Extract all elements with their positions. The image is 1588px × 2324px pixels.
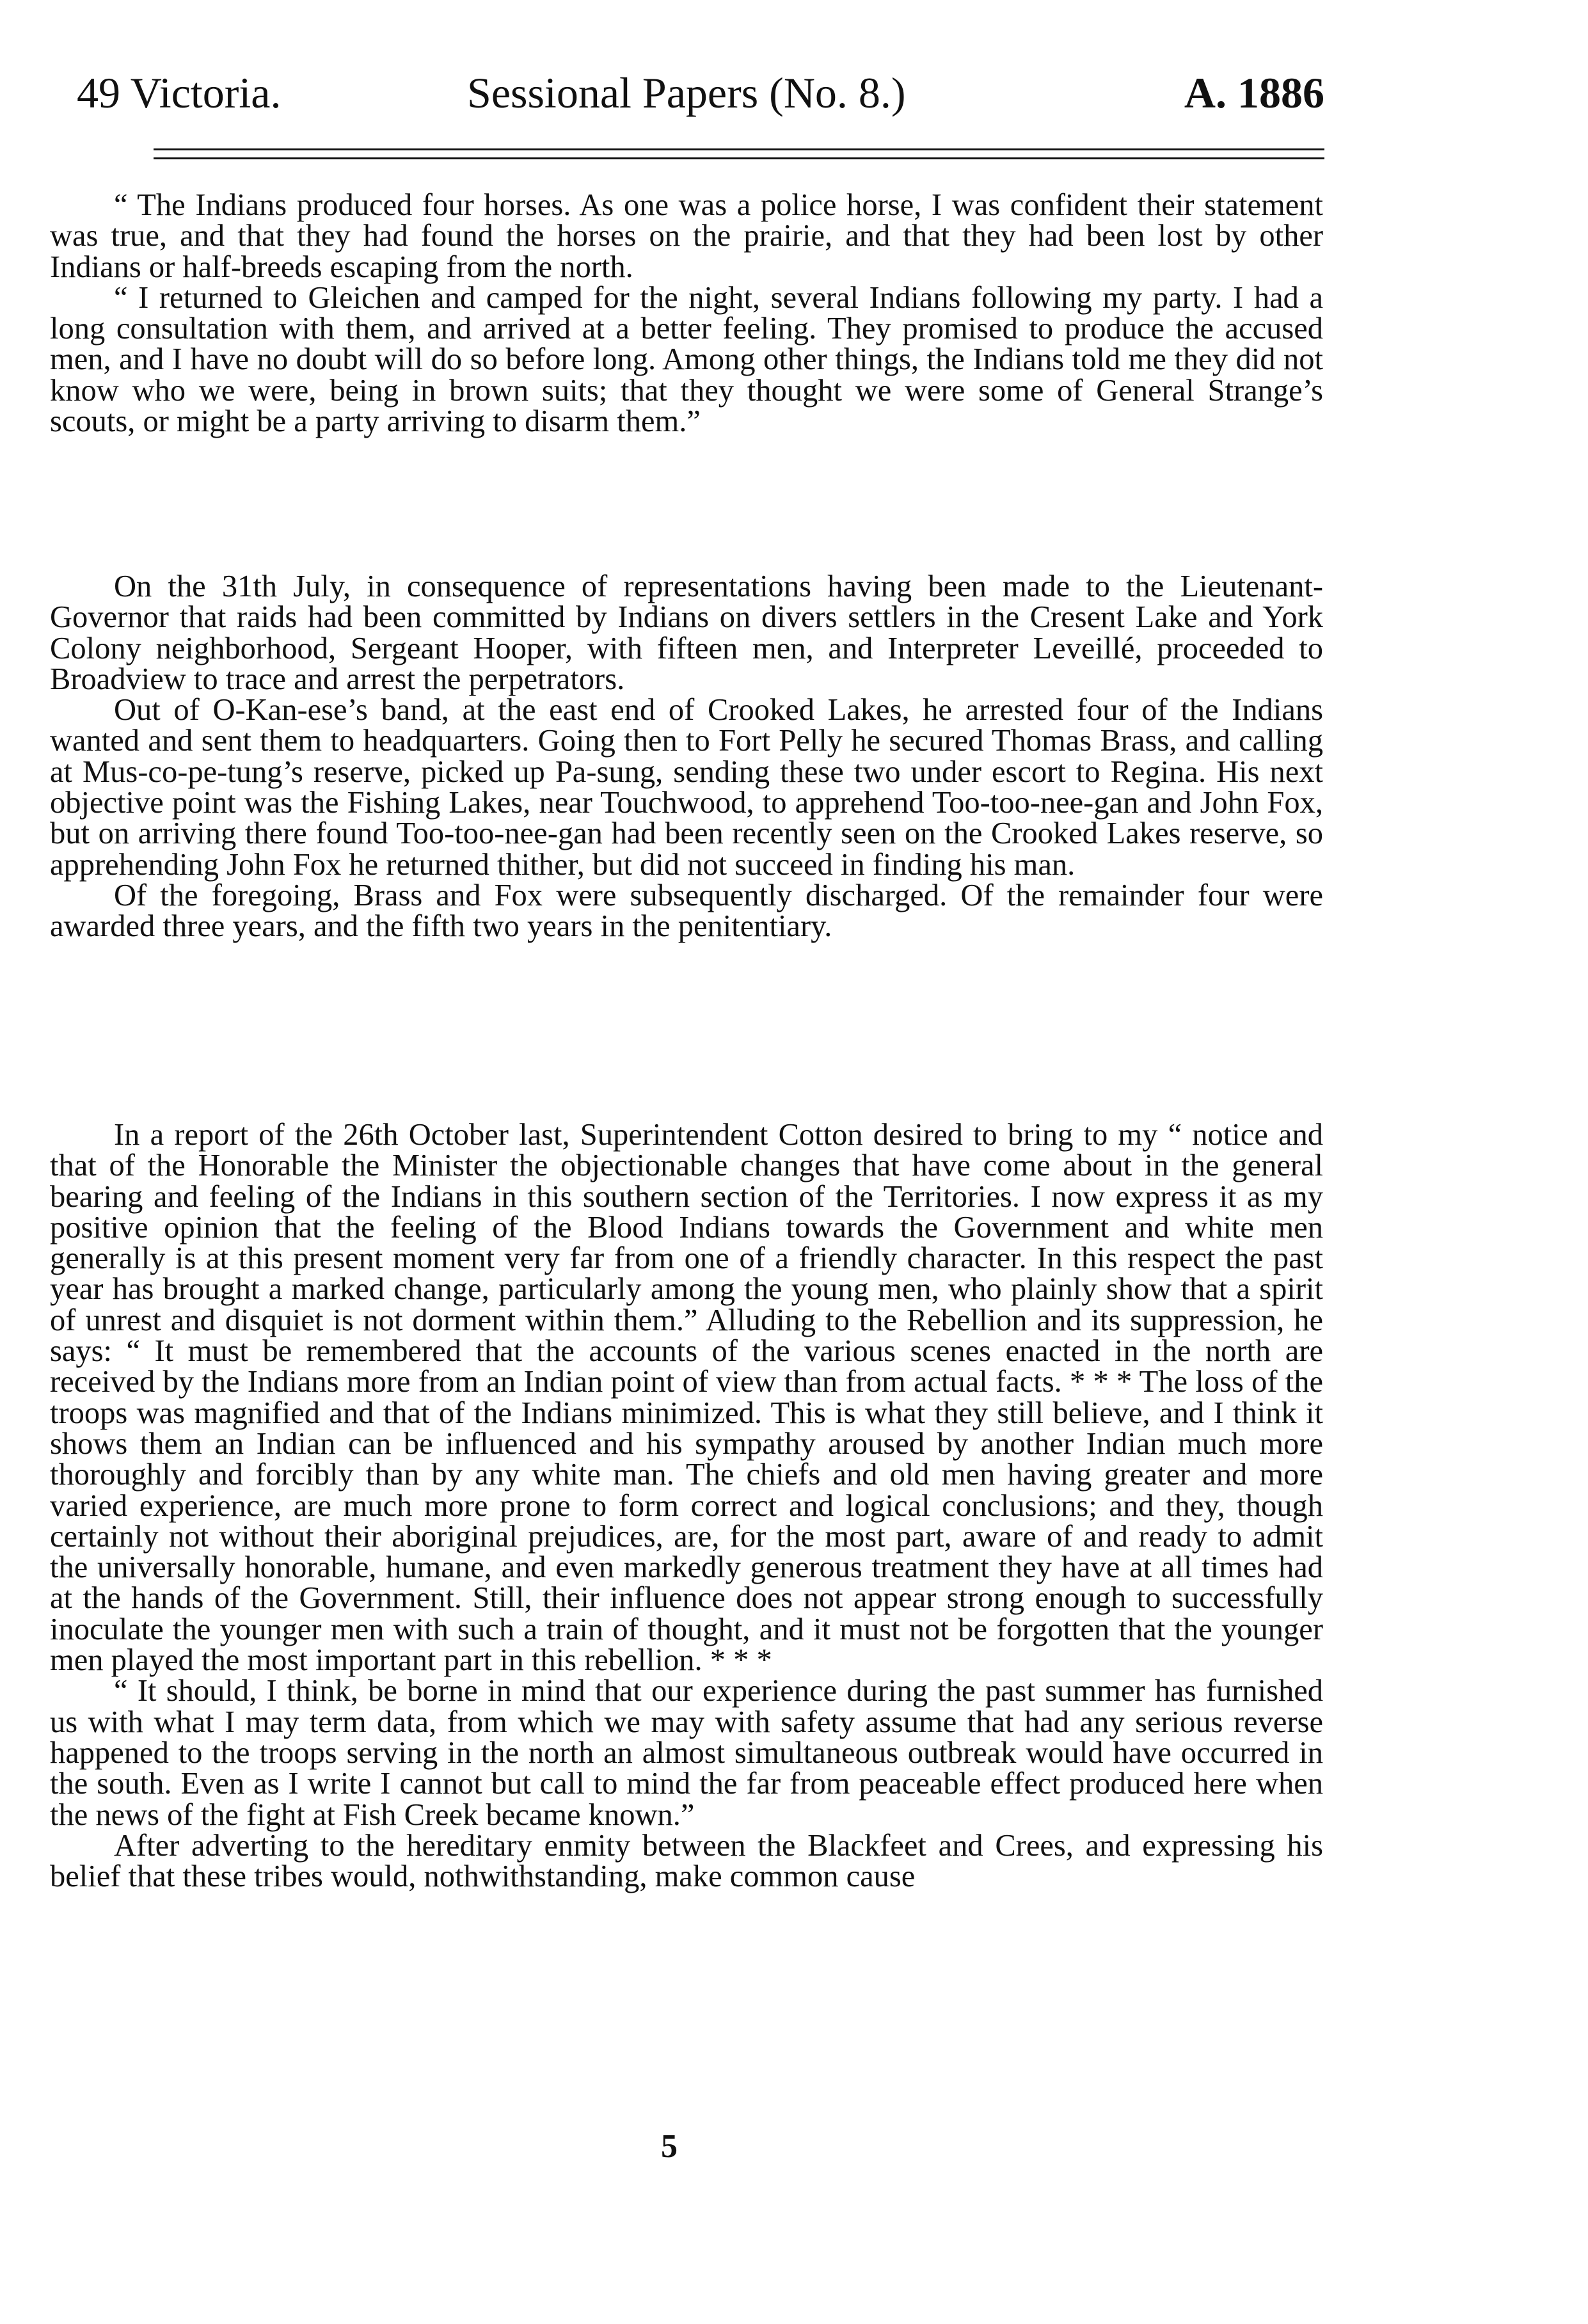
paragraph: “ I returned to Gleichen and camped for the night, several Indians following my party. I had a long consultation with them, and arrived at a better feeling. They promised to produce the accused men, and I have no doubt will do so before long. Among other things, the Indians told me they did not know who we were, being in brown suits; that they thought we were some of General Strange’s scouts, or might be a party arriving to disarm them.” <box>50 280 1323 439</box>
paragraph: Out of O-Kan-ese’s band, at the east end of Crooked Lakes, he arrested four of the Indians wanted and sent them to headquarters. Going then to Fort Pelly he secured Thomas Brass, and calling at Mus-co-pe-tung’s reserve, picked up Pa-sung, sending these two under escort to Regina. His next objective point was the Fishing Lakes, near Touchwood, to apprehend Too-too-nee-gan and John Fox, but on arriving there found Too-too-nee-gan had been recently seen on the Crooked Lakes reserve, so apprehending John Fox he returned thither, but did not succeed in finding his man. <box>50 693 1323 882</box>
page-header <box>77 64 1324 122</box>
section-report <box>50 1120 1323 1892</box>
header-rule-top <box>154 148 1324 150</box>
paragraph: After adverting to the hereditary enmity between the Blackfeet and Crees, and expressing his belief that these tribes would, nothwithstanding, make common cause <box>50 1828 1323 1894</box>
paragraph: “ The Indians produced four horses. As one was a police horse, I was confident their statement was true, and that they had found the horses on the prairie, and that they had been lost by other Indians or half-breeds escaping from the north. <box>50 188 1323 284</box>
header-volume: 49 Victoria. <box>77 68 282 117</box>
page-footer <box>0 2128 1588 2166</box>
header-rule-bottom <box>154 157 1324 159</box>
header-year: A. 1886 <box>1184 68 1324 117</box>
header-title: Sessional Papers (No. 8.) <box>467 68 906 117</box>
paragraph: “ It should, I think, be borne in mind that our experience during the past summer has furnished us with what I may term data, from which we may with safety assume that had any serious reverse happened to the troops serving in the north an almost simultaneous outbreak would have occurred in the south. Even as I write I cannot but call to mind the far from peaceable effect produced here when the news of the fight at Fish Creek became known.” <box>50 1674 1323 1832</box>
page-number: 5 <box>661 2128 678 2165</box>
section-arrests <box>50 571 1323 943</box>
paragraph: On the 31th July, in consequence of representations having been made to the Lieutenant-Governor that raids had been committed by Indians on divers settlers in the Cresent Lake and York Colony neighborhood, Sergeant Hooper, with fifteen men, and Interpreter Leveillé, proceeded to Broadview to trace and arrest the perpetrators. <box>50 569 1323 696</box>
paragraph: In a report of the 26th October last, Superintendent Cotton desired to bring to my “ notice and that of the Honorable the Minister the objectionable changes that have come about in the general bearing and feeling of the Indians in this southern section of the Territories. I now express it as my positive opinion that the feeling of the Blood Indians towards the Government and white men generally is at this present moment very far from one of a friendly character. In this respect the past year has brought a marked change, particularly among the young men, who plainly show that a spirit of unrest and disquiet is not dorment within them.” Alluding to the Rebellion and its suppression, he says: “ It must be remembered that the accounts of the various scenes enacted in the north are received by the Indians more from an Indian point of view than from actual facts. * * * The loss of the troops was magnified and that of the Indians minimized. This is what they still believe, and I think it shows them an Indian can be influenced and his sympathy aroused by another Indian much more thoroughly and forcibly than by any white man. The chiefs and old men having greater and more varied experience, are much more prone to form correct and logical conclusions; and they, though certainly not without their aboriginal prejudices, are, for the most part, aware of and ready to admit the universally honorable, humane, and even markedly generous treatment they have at all times had at the hands of the Government. Still, their influence does not appear strong enough to successfully inoculate the younger men with such a train of thought, and it must not be forgotten that the younger men played the most important part in this rebellion. * * * <box>50 1118 1323 1678</box>
section-quote <box>50 190 1323 437</box>
paragraph: Of the foregoing, Brass and Fox were subsequently discharged. Of the remainder four were awarded three years, and the fifth two years in the penitentiary. <box>50 878 1323 944</box>
